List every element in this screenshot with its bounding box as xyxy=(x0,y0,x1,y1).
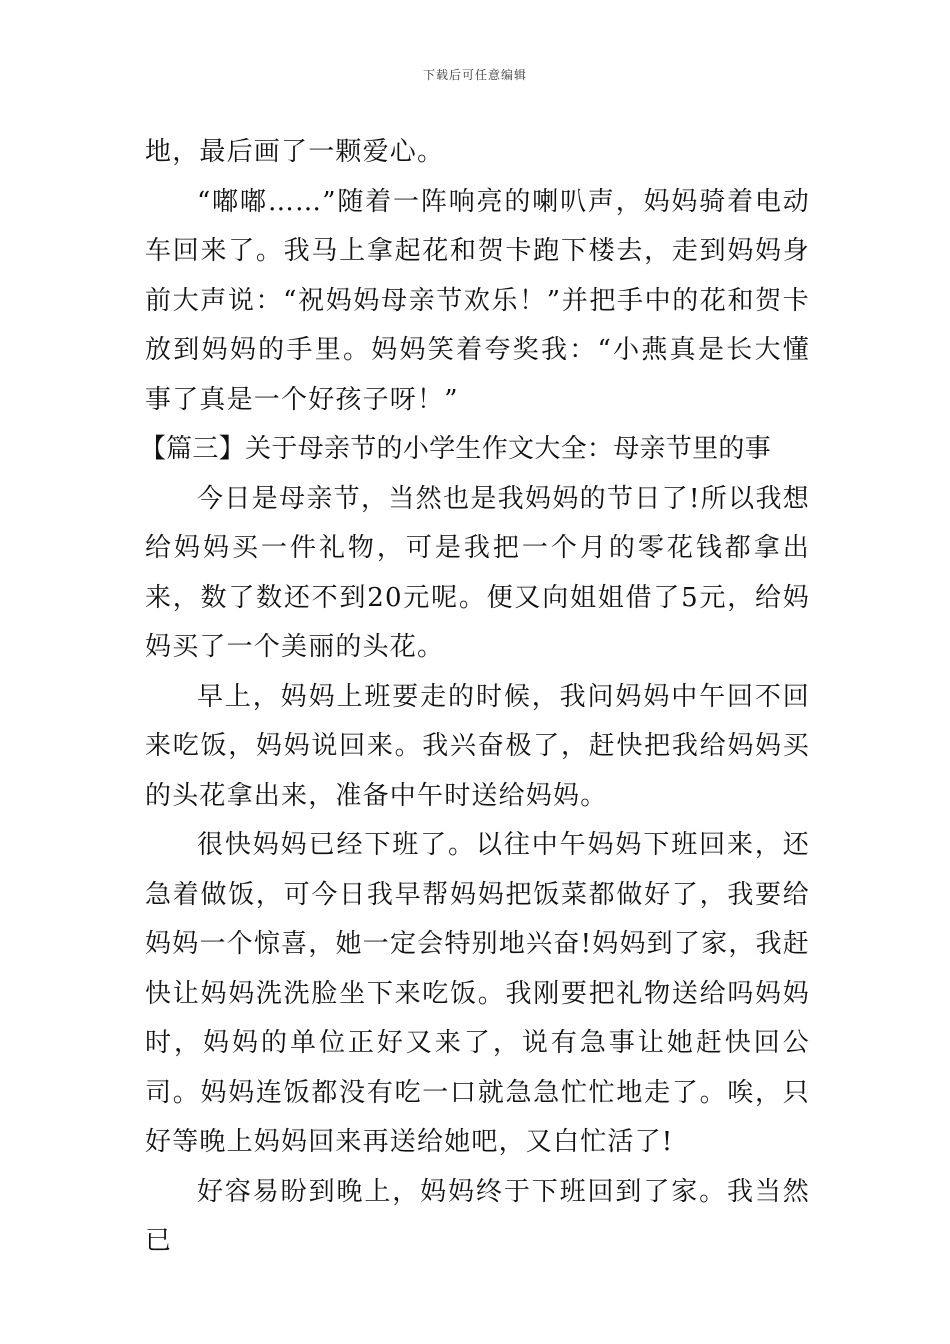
section-heading: 【篇三】关于母亲节的小学生作文大全：母亲节里的事 xyxy=(139,434,772,464)
paragraph-4: 早上，妈妈上班要走的时候，我问妈妈中午回不回来吃饭，妈妈说回来。我兴奋极了，赶快把我给妈妈买的头花拿出来，准备中午时送给妈妈。 xyxy=(145,681,810,811)
page-header-note: 下载后可任意编辑 xyxy=(422,68,527,82)
paragraph-2: “嘟嘟……”随着一阵响亮的喇叭声，妈妈骑着电动车回来了。我马上拿起花和贺卡跑下楼去，走到妈妈身前大声说：“祝妈妈母亲节欢乐！”并把手中的花和贺卡放到妈妈的手里。妈妈笑着夸奖我：“小燕真是长大懂事了真是一个好孩子呀！” xyxy=(145,186,810,415)
paragraph-6: 好容易盼到晚上，妈妈终于下班回到了家。我当然已 xyxy=(145,1176,810,1256)
document-body xyxy=(139,128,810,1267)
paragraph-5: 很快妈妈已经下班了。以往中午妈妈下班回来，还急着做饭，可今日我早帮妈妈把饭菜都做好了，我要给妈妈一个惊喜，她一定会特别地兴奋!妈妈到了家，我赶快让妈妈洗洗脸坐下来吃饭。我刚要把礼物送给吗妈妈时，妈妈的单位正好又来了，说有急事让她赶快回公司。妈妈连饭都没有吃一口就急急忙忙地走了。唉，只好等晚上妈妈回来再送给她吧，又白忙活了! xyxy=(145,830,810,1157)
paragraph-3: 今日是母亲节，当然也是我妈妈的节日了!所以我想给妈妈买一件礼物，可是我把一个月的零花钱都拿出来，数了数还不到20元呢。便又向姐姐借了5元，给妈妈买了一个美丽的头花。 xyxy=(145,483,810,662)
paragraph-1: 地，最后画了一颗爱心。 xyxy=(145,137,445,167)
